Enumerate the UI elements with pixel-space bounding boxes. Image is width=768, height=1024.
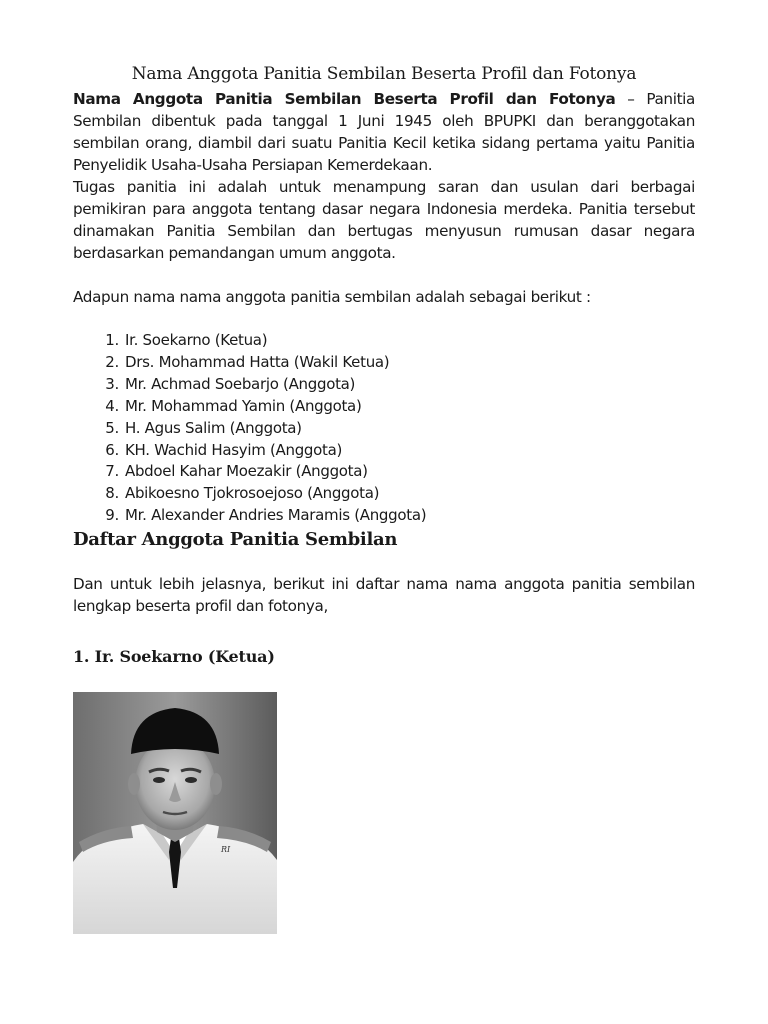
- collar-badge: RI: [221, 845, 231, 854]
- list-item: 9. Mr. Alexander Andries Maramis (Anggota): [105, 506, 427, 525]
- intro-paragraph: [73, 88, 695, 176]
- section-paragraph: Dan untuk lebih jelasnya, berikut ini daftar nama nama anggota panitia sembilan lengkap beserta profil dan fotonya,: [73, 575, 695, 616]
- intro-text: – Panitia Sembilan dibentuk pada tanggal 1 Juni 1945 oleh BPUPKI dan beranggotakan sembilan orang, diambil dari suatu Panitia Kecil ketika sidang pertama yaitu Panitia Penyelidik Usaha-Usaha Persiapan Kemerdekaan.: [73, 90, 696, 174]
- section-heading: Daftar Anggota Panitia Sembilan: [73, 529, 398, 551]
- member-heading: 1. Ir. Soekarno (Ketua): [73, 647, 275, 667]
- list-item: 3. Mr. Achmad Soebarjo (Anggota): [105, 374, 356, 393]
- list-item: 5. H. Agus Salim (Anggota): [105, 418, 302, 437]
- intro-lead: Nama Anggota Panitia Sembilan Beserta Profil dan Fotonya: [73, 90, 616, 108]
- list-intro: Adapun nama nama anggota panitia sembilan adalah sebagai berikut :: [73, 288, 591, 306]
- soekarno-portrait: [73, 692, 277, 934]
- list-item: 8. Abikoesno Tjokrosoejoso (Anggota): [105, 484, 380, 503]
- list-item: 2. Drs. Mohammad Hatta (Wakil Ketua): [105, 352, 390, 371]
- list-item: 7. Abdoel Kahar Moezakir (Anggota): [105, 462, 368, 481]
- task-paragraph: Tugas panitia ini adalah untuk menampung saran dan usulan dari berbagai pemikiran para anggota tentang dasar negara Indonesia merdeka. Panitia tersebut dinamakan Panitia Sembilan dan bertugas menyusun rumusan dasar negara berdasarkan pemandangan umum anggota.: [73, 178, 695, 262]
- page-title: Nama Anggota Panitia Sembilan Beserta Profil dan Fotonya: [131, 64, 637, 84]
- document-page: [73, 64, 695, 669]
- list-item: 4. Mr. Mohammad Yamin (Anggota): [105, 396, 362, 415]
- list-item: 6. KH. Wachid Hasyim (Anggota): [105, 440, 343, 459]
- list-item: 1. Ir. Soekarno (Ketua): [105, 331, 268, 349]
- member-list: [73, 330, 695, 527]
